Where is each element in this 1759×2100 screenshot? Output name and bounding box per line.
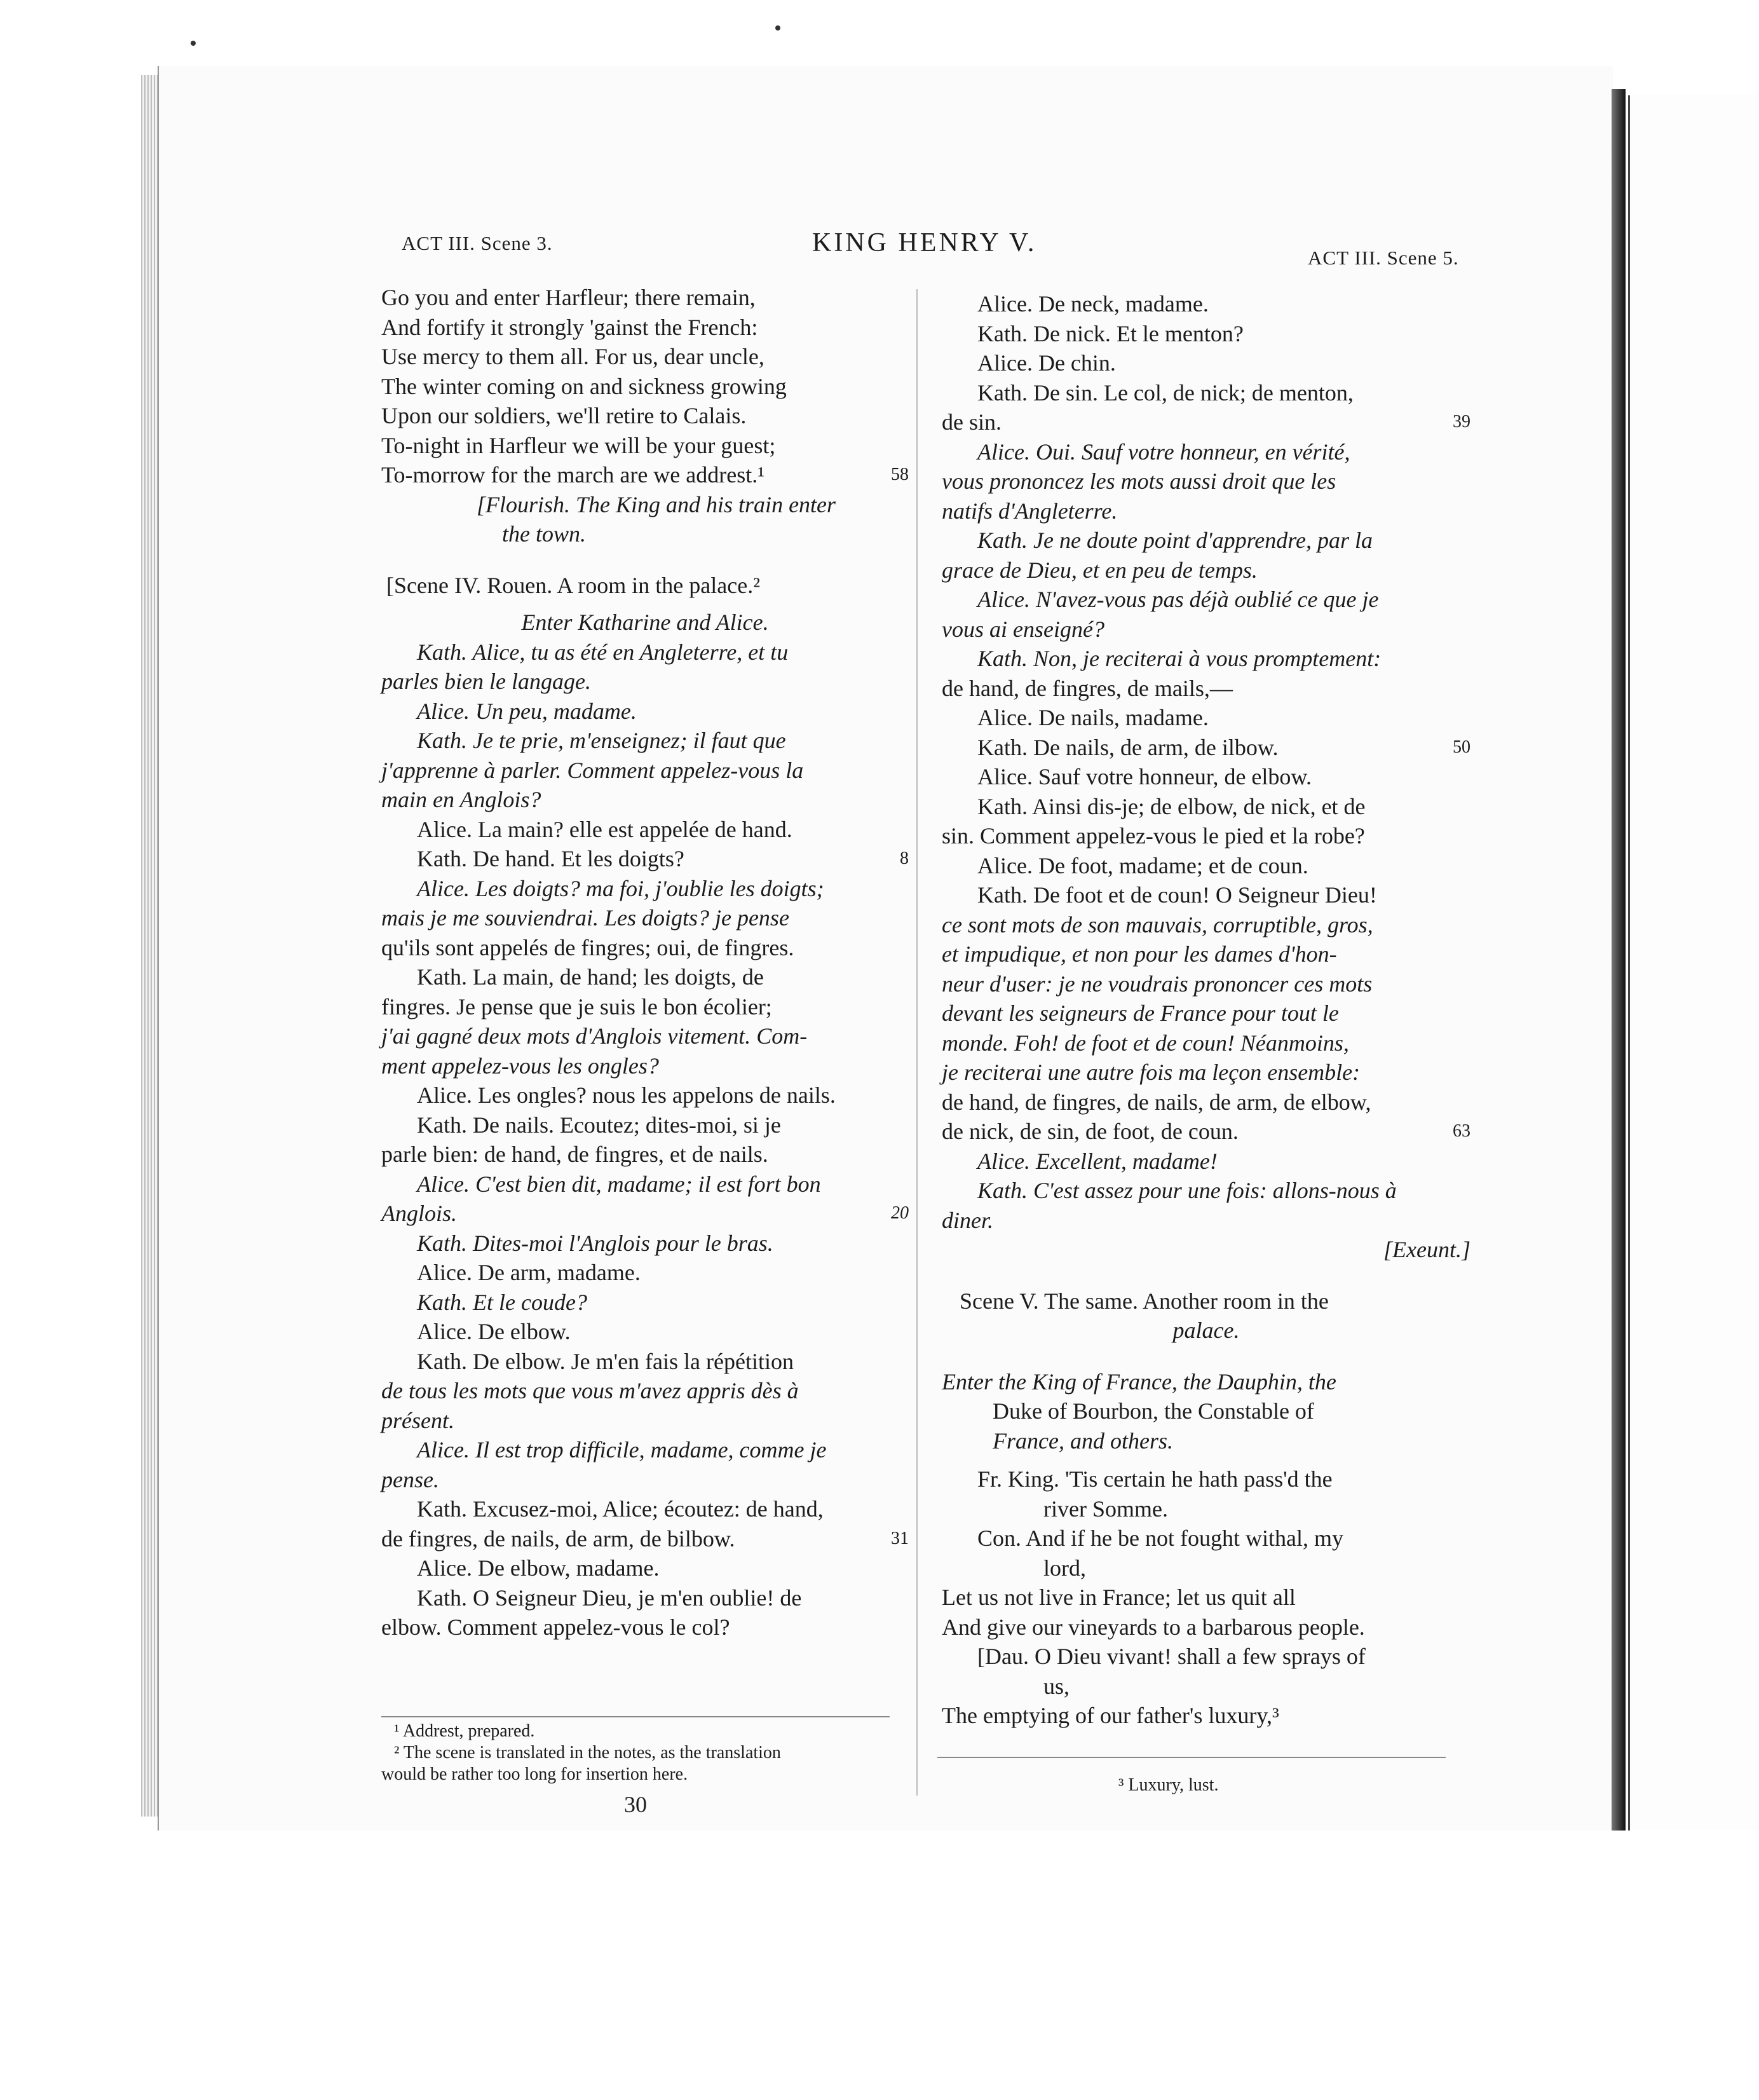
line-text: monde. Foh! de foot et de coun! Néanmoins,: [942, 1030, 1349, 1056]
footnote: ³ Luxury, lust.: [1118, 1775, 1219, 1795]
dialogue-line: [381, 1435, 909, 1465]
line-number: 8: [900, 849, 909, 868]
line-text: Kath. De nails, de arm, de ilbow.: [977, 734, 1279, 760]
line-text: Alice. De chin.: [977, 350, 1116, 376]
line-text: Alice. De elbow.: [417, 1319, 571, 1344]
footnote: would be rather too long for insertion here.: [381, 1764, 688, 1784]
dialogue-line: [381, 1229, 909, 1258]
line-number: 63: [1453, 1121, 1470, 1141]
line-text: Alice. N'avez-vous pas déjà oublié ce que je: [977, 587, 1379, 612]
line-text: Alice. Il est trop difficile, madame, comme je: [417, 1437, 827, 1462]
line-text: Alice. Sauf votre honneur, de elbow.: [977, 764, 1312, 789]
line-text: Alice. C'est bien dit, madame; il est fort bon: [417, 1171, 821, 1197]
dialogue-line: [942, 1028, 1470, 1058]
dialogue-line: [381, 992, 909, 1022]
verse-line: [942, 1553, 1470, 1583]
entrance-direction-cont: Duke of Bourbon, the Constable of: [993, 1398, 1314, 1424]
dialogue-line: [381, 785, 909, 815]
line-text: Alice. Les ongles? nous les appelons de nails.: [417, 1082, 836, 1108]
line-text: fingres. Je pense que je suis le bon écolier;: [381, 993, 772, 1019]
line-text: Kath. De foot et de coun! O Seigneur Dieu!: [977, 882, 1377, 908]
line-text: Alice. Un peu, madame.: [417, 698, 637, 724]
scan-speck: [775, 25, 780, 31]
dialogue-line: [381, 1347, 909, 1377]
scene-heading-cont: palace.: [1172, 1318, 1240, 1343]
dialogue-block: [942, 289, 1470, 1235]
dialogue-line: [942, 939, 1470, 969]
line-text: Alice. De arm, madame.: [417, 1260, 641, 1285]
line-text: vous ai enseigné?: [942, 616, 1104, 642]
line-text: ce sont mots de son mauvais, corruptible, gros,: [942, 911, 1373, 938]
line-text: j'ai gagné deux mots d'Anglois vitement. Com-: [381, 1023, 808, 1049]
dialogue-line: [942, 910, 1470, 940]
dialogue-line: [942, 792, 1470, 822]
line-text: Alice. Oui. Sauf votre honneur, en vérité,: [977, 439, 1350, 465]
dialogue-line: [381, 1406, 909, 1436]
dialogue-line: [942, 762, 1470, 792]
dialogue-line: [942, 467, 1470, 496]
line-text: je reciterai une autre fois ma leçon ensemble:: [942, 1060, 1361, 1085]
line-text: Alice. De neck, madame.: [977, 291, 1209, 317]
scan-speck: [191, 41, 196, 46]
line-text: Alice. Les doigts? ma foi, j'oublie les doigts;: [417, 875, 824, 901]
line-text: Con. And if he be not fought withal, my: [977, 1525, 1343, 1551]
verse-line: [942, 1672, 1470, 1701]
line-text: Use mercy to them all. For us, dear uncle,: [381, 344, 764, 369]
dialogue-line: [381, 874, 909, 904]
dialogue-line: [942, 1058, 1470, 1088]
column-divider: [916, 289, 918, 1796]
dialogue-line: [381, 1199, 909, 1229]
scene-heading: Scene V. The same. Another room in the: [960, 1288, 1329, 1314]
line-text: de hand, de fingres, de nails, de arm, de elbow,: [942, 1089, 1371, 1115]
verse-line: [381, 372, 909, 402]
dialogue-line: [381, 1021, 909, 1051]
dialogue-line: [942, 821, 1470, 851]
verse-line: [381, 313, 909, 343]
line-text: Alice. De nails, madame.: [977, 705, 1209, 730]
dialogue-line: [381, 1110, 909, 1140]
line-text: Kath. Je te prie, m'enseignez; il faut que: [417, 728, 786, 753]
dialogue-line: [942, 703, 1470, 733]
footnote: ¹ Addrest, prepared.: [394, 1721, 535, 1741]
dialogue-line: [942, 969, 1470, 999]
line-text: lord,: [1043, 1555, 1086, 1581]
line-text: j'apprenne à parler. Comment appelez-vous la: [381, 757, 804, 783]
dialogue-line: [942, 674, 1470, 704]
line-text: Upon our soldiers, we'll retire to Calais.: [381, 403, 747, 428]
dialogue-line: [942, 880, 1470, 910]
dialogue-line: [942, 496, 1470, 526]
line-text: de tous les mots que vous m'avez appris dès à: [381, 1378, 799, 1403]
verse-block: [381, 283, 909, 490]
dialogue-line: [942, 319, 1470, 349]
dialogue-line: [942, 1147, 1470, 1176]
line-text: To-night in Harfleur we will be your guest;: [381, 432, 776, 458]
line-text: Kath. Alice, tu as été en Angleterre, et tu: [417, 639, 789, 665]
dialogue-line: [381, 1288, 909, 1318]
dialogue-line: [942, 437, 1470, 467]
line-text: And fortify it strongly 'gainst the French:: [381, 314, 758, 340]
line-text: grace de Dieu, et en peu de temps.: [942, 557, 1258, 583]
line-text: et impudique, et non pour les dames d'hon-: [942, 941, 1337, 967]
page-number: 30: [624, 1792, 647, 1817]
verse-line: [381, 342, 909, 372]
line-text: mais je me souviendrai. Les doigts? je pense: [381, 905, 789, 931]
verse-line: [381, 283, 909, 313]
line-text: parle bien: de hand, de fingres, et de nails.: [381, 1142, 768, 1167]
verse-line: [942, 1494, 1470, 1524]
dialogue-line: [381, 933, 909, 963]
line-text: ment appelez-vous les ongles?: [381, 1053, 659, 1079]
line-text: sin. Comment appelez-vous le pied et la robe?: [942, 823, 1365, 849]
dialogue-line: [381, 756, 909, 786]
verse-line: [942, 1524, 1470, 1553]
dialogue-line: [381, 844, 909, 874]
line-number: 58: [891, 465, 909, 484]
right-column: [942, 289, 1470, 1731]
dialogue-line: [942, 407, 1470, 437]
line-number: 39: [1453, 412, 1470, 432]
dialogue-line: [942, 348, 1470, 378]
line-text: Kath. Excusez-moi, Alice; écoutez: de hand,: [417, 1496, 824, 1522]
line-text: The winter coming on and sickness growing: [381, 373, 787, 399]
dialogue-line: [381, 1051, 909, 1081]
line-text: Fr. King. 'Tis certain he hath pass'd the: [977, 1466, 1333, 1492]
line-text: devant les seigneurs de France pour tout le: [942, 1000, 1339, 1026]
dialogue-line: [942, 1206, 1470, 1236]
dialogue-line: [381, 1553, 909, 1583]
line-text: Kath. Non, je reciterai à vous promptement:: [977, 646, 1382, 671]
entrance-direction: Enter Katharine and Alice.: [521, 610, 769, 635]
entrance-direction: Enter the King of France, the Dauphin, the: [942, 1368, 1336, 1394]
line-text: diner.: [942, 1207, 993, 1233]
line-number: 20: [891, 1203, 909, 1223]
line-text: Kath. C'est assez pour une fois: allons-nous à: [977, 1178, 1397, 1203]
stage-direction: [Flourish. The King and his train enter: [477, 491, 836, 517]
dialogue-line: [381, 1583, 909, 1613]
dialogue-line: [942, 526, 1470, 556]
dialogue-line: [942, 556, 1470, 585]
dialogue-line: [942, 615, 1470, 644]
line-number: 50: [1453, 737, 1470, 757]
dialogue-line: [381, 815, 909, 845]
line-text: And give our vineyards to a barbarous people.: [942, 1614, 1365, 1640]
line-text: us,: [1043, 1673, 1070, 1699]
dialogue-line: [942, 289, 1470, 319]
dialogue-line: [942, 1176, 1470, 1206]
exeunt: [Exeunt.]: [1383, 1237, 1470, 1262]
line-text: To-morrow for the march are we addrest.¹: [381, 462, 765, 488]
line-text: de sin.: [942, 409, 1002, 435]
line-number: 31: [891, 1528, 909, 1548]
line-text: Kath. Dites-moi l'Anglois pour le bras.: [417, 1230, 773, 1256]
entrance-direction-cont: France, and others.: [993, 1428, 1173, 1454]
line-text: Alice. De foot, madame; et de coun.: [977, 852, 1308, 878]
line-text: [Dau. O Dieu vivant! shall a few sprays of: [977, 1644, 1366, 1669]
verse-line: [381, 460, 909, 490]
line-text: Kath. De nick. Et le menton?: [977, 320, 1244, 346]
verse-line: [381, 401, 909, 431]
dialogue-line: [942, 644, 1470, 674]
dialogue-line: [381, 962, 909, 992]
dialogue-line: [381, 1081, 909, 1110]
verse-line: [942, 1612, 1470, 1642]
dialogue-line: [381, 1465, 909, 1495]
dialogue-line: [381, 1169, 909, 1199]
line-text: Kath. De nails. Ecoutez; dites-moi, si je: [417, 1112, 781, 1138]
line-text: Let us not live in France; let us quit all: [942, 1585, 1296, 1610]
dialogue-line: [942, 733, 1470, 763]
dialogue-line: [942, 1117, 1470, 1147]
line-text: Alice. La main? elle est appelée de hand.: [417, 816, 792, 842]
facing-page: [1628, 95, 1759, 1831]
footnote-rule: [937, 1757, 1446, 1758]
dialogue-line: [381, 903, 909, 933]
dialogue-line: [381, 1494, 909, 1524]
line-text: neur d'user: je ne voudrais prononcer ces mots: [942, 971, 1373, 997]
line-text: présent.: [381, 1407, 454, 1433]
dialogue-line: [381, 1140, 909, 1169]
dialogue-line: [381, 1612, 909, 1642]
line-text: pense.: [381, 1466, 439, 1492]
line-text: The emptying of our father's luxury,³: [942, 1703, 1279, 1728]
scene-heading: [Scene IV. Rouen. A room in the palace.²: [386, 572, 760, 598]
verse-line: [942, 1642, 1470, 1672]
dialogue-line: [942, 585, 1470, 615]
dialogue-line: [381, 1258, 909, 1288]
dialogue-line: [381, 667, 909, 697]
line-text: Anglois.: [381, 1201, 458, 1226]
dialogue-line: [942, 851, 1470, 881]
line-text: river Somme.: [1043, 1496, 1168, 1522]
gutter-shadow: [1612, 89, 1626, 1831]
line-text: Kath. Ainsi dis-je; de elbow, de nick, et de: [977, 793, 1366, 819]
verse-line: [942, 1583, 1470, 1612]
dialogue-line: [381, 638, 909, 667]
line-text: Kath. Je ne doute point d'apprendre, par la: [977, 528, 1373, 553]
stage-direction: the town.: [502, 521, 586, 547]
dialogue-line: [381, 1524, 909, 1554]
dialogue-line: [381, 726, 909, 756]
line-text: Kath. La main, de hand; les doigts, de: [417, 964, 764, 990]
verse-block: [942, 1464, 1470, 1731]
dialogue-line: [381, 1376, 909, 1406]
line-text: Kath. De sin. Le col, de nick; de menton,: [977, 379, 1354, 406]
line-text: vous prononcez les mots aussi droit que les: [942, 468, 1336, 494]
line-text: Kath. De hand. Et les doigts?: [417, 846, 684, 871]
footnote-rule: [381, 1716, 890, 1717]
line-text: elbow. Comment appelez-vous le col?: [381, 1614, 730, 1640]
verse-line: [942, 1701, 1470, 1731]
header-right: ACT III. Scene 5.: [1308, 247, 1459, 269]
dialogue-line: [942, 999, 1470, 1028]
line-text: Kath. De elbow. Je m'en fais la répétition: [417, 1348, 794, 1374]
verse-line: [942, 1464, 1470, 1494]
line-text: Kath. O Seigneur Dieu, je m'en oublie! de: [417, 1585, 802, 1611]
dialogue-line: [942, 378, 1470, 408]
line-text: de fingres, de nails, de arm, de bilbow.: [381, 1525, 735, 1551]
dialogue-line: [381, 697, 909, 726]
line-text: parles bien le langage.: [381, 669, 591, 694]
line-text: Kath. Et le coude?: [417, 1289, 587, 1315]
line-text: de hand, de fingres, de mails,—: [942, 675, 1233, 701]
line-text: qu'ils sont appelés de fingres; oui, de fingres.: [381, 934, 794, 960]
left-column: [381, 283, 909, 1642]
dialogue-block: [381, 638, 909, 1642]
header-left: ACT III. Scene 3.: [402, 232, 553, 254]
verse-line: [381, 431, 909, 461]
line-text: Alice. De elbow, madame.: [417, 1555, 660, 1581]
dialogue-line: [942, 1088, 1470, 1117]
footnote: ² The scene is translated in the notes, as the translation: [394, 1743, 781, 1762]
line-text: Alice. Excellent, madame!: [977, 1148, 1218, 1174]
exit-direction: [942, 1235, 1470, 1265]
page-stack-edge: [141, 75, 158, 1817]
running-title: KING HENRY V.: [812, 228, 1037, 257]
line-text: de nick, de sin, de foot, de coun.: [942, 1119, 1239, 1144]
line-text: natifs d'Angleterre.: [942, 498, 1118, 524]
line-text: main en Anglois?: [381, 787, 541, 812]
dialogue-line: [381, 1317, 909, 1347]
line-text: Go you and enter Harfleur; there remain,: [381, 285, 756, 310]
